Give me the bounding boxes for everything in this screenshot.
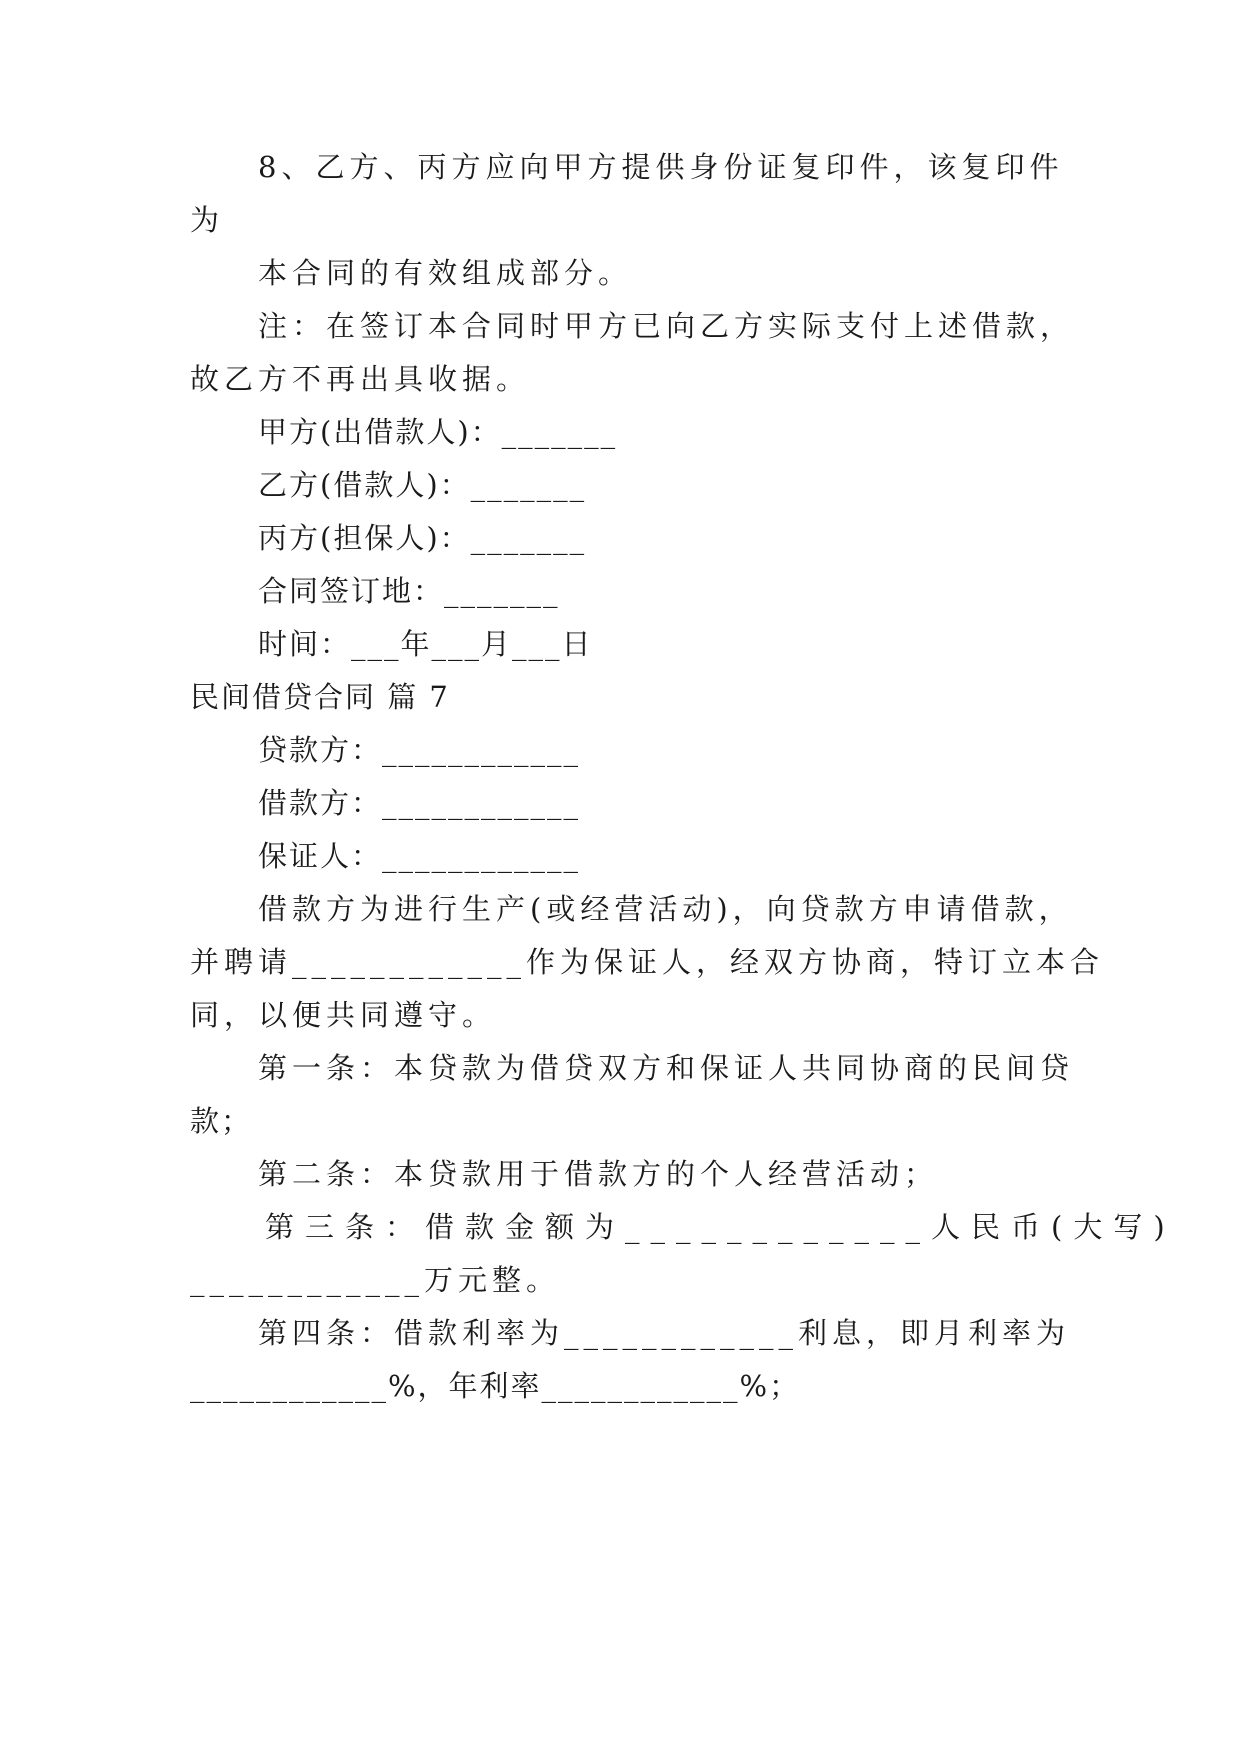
article-1-line-2: 款； [190, 1104, 253, 1138]
signature-lender: 甲方(出借款人)：_______ [258, 415, 618, 449]
preamble-line-2: 并聘请____________作为保证人，经双方协商，特订立本合 [190, 945, 1105, 979]
note-line-1: 注：在签订本合同时甲方已向乙方实际支付上述借款， [258, 309, 1075, 343]
signing-date: 时间：___年___月___日 [258, 627, 593, 661]
section-heading: 民间借贷合同 篇 7 [190, 680, 450, 714]
party-borrower: 借款方：____________ [258, 786, 581, 820]
signature-guarantor: 丙方(担保人)：_______ [258, 521, 587, 555]
article-4-line-2: ____________%，年利率____________%； [190, 1369, 801, 1403]
article-3-line-2: ____________万元整。 [190, 1263, 561, 1297]
party-guarantor: 保证人：____________ [258, 839, 581, 873]
article-4-line-1: 第四条：借款利率为____________利息，即月利率为 [258, 1316, 1071, 1350]
article-3-line-1: 第三条：借款金额为____________人民币(大写) [265, 1210, 1176, 1244]
party-lender: 贷款方：____________ [258, 733, 581, 767]
preamble-line-1: 借款方为进行生产(或经营活动)，向贷款方申请借款， [258, 892, 1073, 926]
signature-borrower: 乙方(借款人)：_______ [258, 468, 587, 502]
note-line-2: 故乙方不再出具收据。 [190, 362, 531, 396]
clause-8-line-2: 为 [190, 203, 222, 237]
clause-8-line-1: 8、乙方、丙方应向甲方提供身份证复印件，该复印件 [258, 150, 1064, 184]
signing-place: 合同签订地：_______ [258, 574, 560, 608]
article-1-line-1: 第一条：本贷款为借贷双方和保证人共同协商的民间贷 [258, 1051, 1075, 1085]
preamble-line-3: 同，以便共同遵守。 [190, 998, 497, 1032]
article-2: 第二条：本贷款用于借款方的个人经营活动； [258, 1157, 939, 1191]
clause-8-line-3: 本合同的有效组成部分。 [258, 256, 633, 290]
